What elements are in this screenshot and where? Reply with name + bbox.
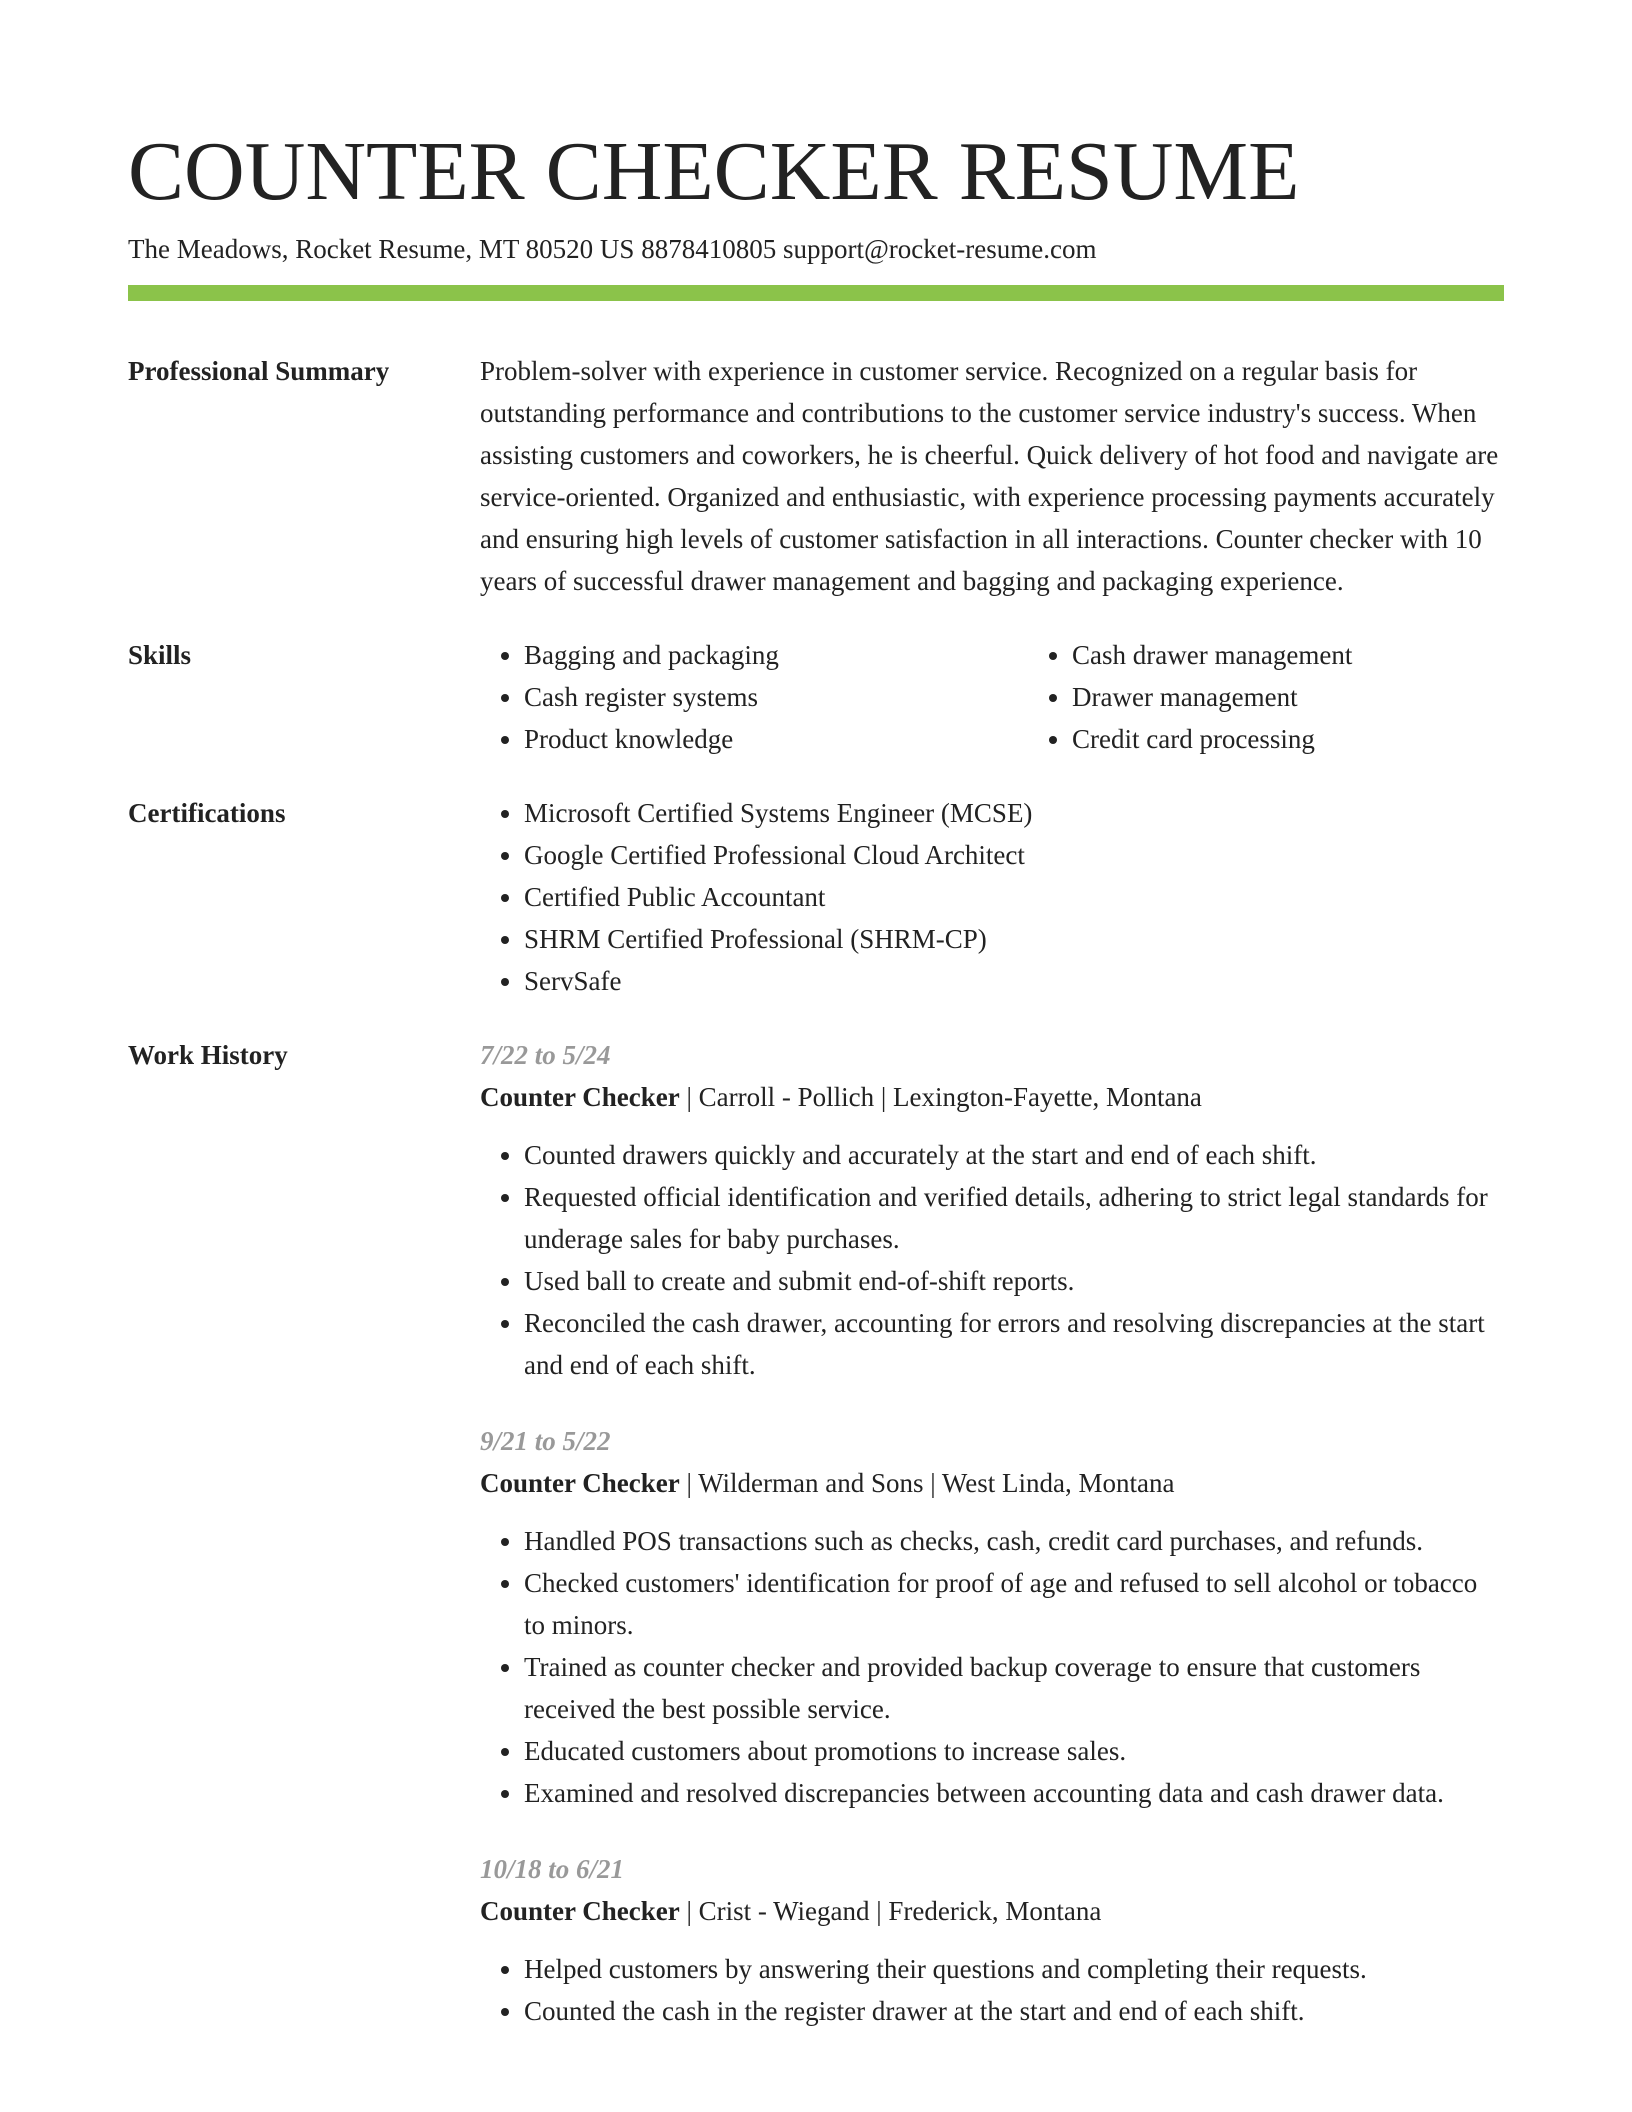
job-title: Counter Checker [480,1896,680,1926]
job-dates: 9/21 to 5/22 [480,1426,611,1456]
skill-item: • Cash drawer management [1072,634,1532,676]
job-heading [480,1890,1504,1932]
accent-divider [128,285,1504,301]
job-heading [480,1462,1504,1504]
certification-item: • Microsoft Certified Systems Engineer (MCSE) [524,792,1504,834]
section-body [480,350,1504,602]
job-bullet: • Counted drawers quickly and accurately at the start and end of each shift. [524,1134,1504,1176]
skills-column-1 [480,634,984,760]
job-bullet: • Helped customers by answering their questions and completing their requests. [524,1948,1504,1990]
resume-sections [128,350,1504,2098]
job-bullet: • Checked customers' identification for proof of age and refused to sell alcohol or tobacco to minors. [524,1562,1504,1646]
skills-column-2 [1028,634,1532,760]
job-bullets [480,1520,1504,1814]
resume-title: COUNTER CHECKER RESUME [128,125,1300,218]
job-details: | Wilderman and Sons | West Linda, Montana [679,1468,1175,1498]
job-bullet: • Used ball to create and submit end-of-shift reports. [524,1260,1504,1302]
job-entry [480,1420,1504,1814]
contact-line: The Meadows, Rocket Resume, MT 80520 US 8878410805 support@rocket-resume.com [128,234,1097,264]
work-history-section [128,1034,1504,2066]
job-bullet: • Trained as counter checker and provided backup coverage to ensure that customers received the best possible service. [524,1646,1504,1730]
section-label: Certifications [128,798,286,828]
skills-grid [480,634,1532,760]
skill-item: • Credit card processing [1072,718,1532,760]
skill-item: • Product knowledge [524,718,984,760]
job-dates: 7/22 to 5/24 [480,1040,611,1070]
section-label: Professional Summary [128,356,390,386]
job-bullet: • Educated customers about promotions to increase sales. [524,1730,1504,1772]
job-bullets [480,1134,1504,1386]
professional-summary-section [128,350,1504,602]
job-bullets [480,1948,1504,2032]
job-details: | Crist - Wiegand | Frederick, Montana [679,1896,1102,1926]
summary-text: Problem-solver with experience in customer service. Recognized on a regular basis for outstanding performance and contributions to the customer service industry's success. When assisting customers and coworkers, he is cheerful. Quick delivery of hot food and navigate are service-oriented. Organized and enthusiastic, with experience processing payments accurately and ensuring high levels of customer satisfaction in all interactions. Counter checker with 10 years of successful drawer management and bagging and packaging experience. [480,356,1499,596]
job-entry [480,1034,1504,1386]
skill-item: • Drawer management [1072,676,1532,718]
certification-item: • Certified Public Accountant [524,876,1504,918]
skill-item: • Bagging and packaging [524,634,984,676]
job-bullet: • Counted the cash in the register drawer at the start and end of each shift. [524,1990,1504,2032]
job-bullet: • Requested official identification and verified details, adhering to strict legal standards for underage sales for baby purchases. [524,1176,1504,1260]
skill-item: • Cash register systems [524,676,984,718]
job-title: Counter Checker [480,1468,680,1498]
section-label: Work History [128,1040,288,1070]
section-body [480,792,1504,1002]
job-bullet: • Reconciled the cash drawer, accounting for errors and resolving discrepancies at the start and end of each shift. [524,1302,1504,1386]
job-bullet: • Handled POS transactions such as checks, cash, credit card purchases, and refunds. [524,1520,1504,1562]
job-details: | Carroll - Pollich | Lexington-Fayette, Montana [679,1082,1202,1112]
job-dates: 10/18 to 6/21 [480,1854,625,1884]
section-label: Skills [128,640,192,670]
certification-item: • ServSafe [524,960,1504,1002]
certification-item: • SHRM Certified Professional (SHRM-CP) [524,918,1504,960]
job-bullet: • Examined and resolved discrepancies between accounting data and cash drawer data. [524,1772,1504,1814]
job-heading [480,1076,1504,1118]
certifications-section [128,792,1504,1002]
skills-section [128,634,1504,760]
certification-item: • Google Certified Professional Cloud Architect [524,834,1504,876]
job-entry [480,1848,1504,2032]
section-body [480,1034,1504,2066]
certifications-list [480,792,1504,1002]
job-title: Counter Checker [480,1082,680,1112]
